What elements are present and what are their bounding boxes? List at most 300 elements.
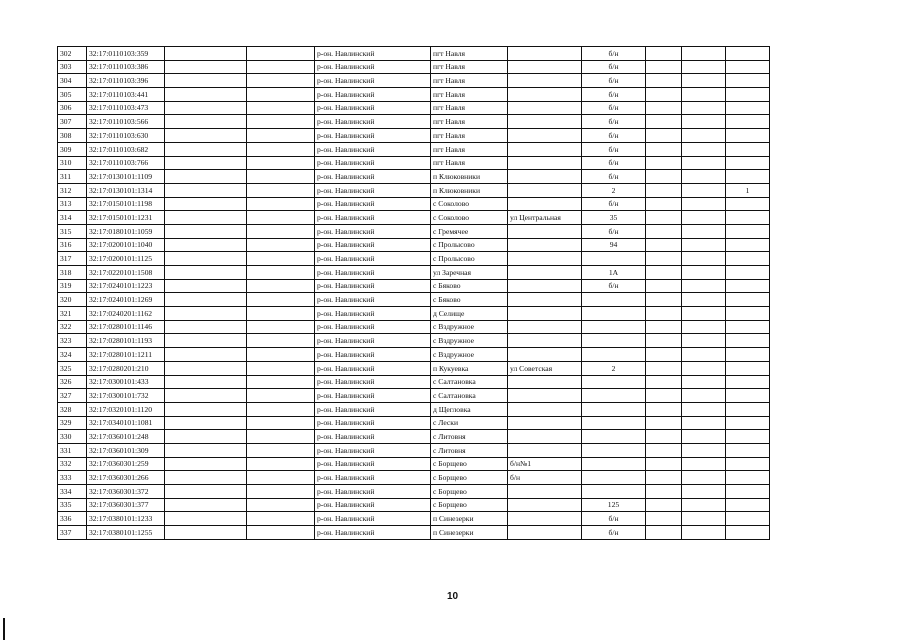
empty-cell xyxy=(247,101,315,115)
district-cell: р-он. Навлинский xyxy=(315,375,431,389)
empty-cell xyxy=(165,101,247,115)
empty-cell xyxy=(646,170,682,184)
house-number-cell: б/н xyxy=(582,60,646,74)
district-cell: р-он. Навлинский xyxy=(315,115,431,129)
house-number-cell: б/н xyxy=(582,156,646,170)
building-number-cell xyxy=(726,430,770,444)
house-number-cell: б/н xyxy=(582,197,646,211)
building-number-cell xyxy=(726,156,770,170)
empty-cell xyxy=(165,457,247,471)
row-number-cell: 326 xyxy=(58,375,87,389)
empty-cell xyxy=(646,457,682,471)
table-row xyxy=(58,498,770,512)
empty-cell xyxy=(682,156,726,170)
settlement-cell: с Литовня xyxy=(431,430,508,444)
house-number-cell xyxy=(582,471,646,485)
street-cell xyxy=(508,498,582,512)
row-number-cell: 315 xyxy=(58,224,87,238)
house-number-cell xyxy=(582,307,646,321)
empty-cell xyxy=(247,197,315,211)
district-cell: р-он. Навлинский xyxy=(315,498,431,512)
district-cell: р-он. Навлинский xyxy=(315,47,431,61)
empty-cell xyxy=(165,307,247,321)
settlement-cell: с Бяково xyxy=(431,293,508,307)
row-number-cell: 334 xyxy=(58,485,87,499)
row-number-cell: 327 xyxy=(58,389,87,403)
empty-cell xyxy=(247,88,315,102)
empty-cell xyxy=(247,307,315,321)
empty-cell xyxy=(646,485,682,499)
street-cell xyxy=(508,183,582,197)
settlement-cell: с Бяково xyxy=(431,279,508,293)
table-row xyxy=(58,47,770,61)
empty-cell xyxy=(247,266,315,280)
empty-cell xyxy=(165,498,247,512)
building-number-cell xyxy=(726,238,770,252)
empty-cell xyxy=(646,266,682,280)
empty-cell xyxy=(165,115,247,129)
table-row xyxy=(58,170,770,184)
cadastral-number-cell: 32:17:0380101:1255 xyxy=(87,526,165,540)
empty-cell xyxy=(165,238,247,252)
empty-cell xyxy=(646,526,682,540)
district-cell: р-он. Навлинский xyxy=(315,101,431,115)
district-cell: р-он. Навлинский xyxy=(315,197,431,211)
empty-cell xyxy=(247,334,315,348)
row-number-cell: 311 xyxy=(58,170,87,184)
row-number-cell: 329 xyxy=(58,416,87,430)
empty-cell xyxy=(247,211,315,225)
empty-cell xyxy=(682,129,726,143)
building-number-cell xyxy=(726,375,770,389)
street-cell xyxy=(508,129,582,143)
empty-cell xyxy=(646,361,682,375)
district-cell: р-он. Навлинский xyxy=(315,402,431,416)
cadastral-number-cell: 32:17:0110103:473 xyxy=(87,101,165,115)
street-cell xyxy=(508,334,582,348)
house-number-cell xyxy=(582,389,646,403)
settlement-cell: пгт Навля xyxy=(431,47,508,61)
district-cell: р-он. Навлинский xyxy=(315,471,431,485)
street-cell xyxy=(508,224,582,238)
empty-cell xyxy=(646,142,682,156)
cadastral-number-cell: 32:17:0300101:732 xyxy=(87,389,165,403)
empty-cell xyxy=(646,471,682,485)
empty-cell xyxy=(682,375,726,389)
settlement-cell: д Селище xyxy=(431,307,508,321)
empty-cell xyxy=(247,156,315,170)
house-number-cell: б/н xyxy=(582,129,646,143)
district-cell: р-он. Навлинский xyxy=(315,238,431,252)
district-cell: р-он. Навлинский xyxy=(315,183,431,197)
row-number-cell: 322 xyxy=(58,320,87,334)
district-cell: р-он. Навлинский xyxy=(315,485,431,499)
empty-cell xyxy=(682,348,726,362)
empty-cell xyxy=(165,129,247,143)
street-cell xyxy=(508,526,582,540)
row-number-cell: 320 xyxy=(58,293,87,307)
building-number-cell xyxy=(726,293,770,307)
empty-cell xyxy=(247,348,315,362)
row-number-cell: 321 xyxy=(58,307,87,321)
empty-cell xyxy=(247,74,315,88)
street-cell xyxy=(508,266,582,280)
row-number-cell: 306 xyxy=(58,101,87,115)
house-number-cell: 35 xyxy=(582,211,646,225)
street-cell xyxy=(508,197,582,211)
settlement-cell: с Соколово xyxy=(431,211,508,225)
district-cell: р-он. Навлинский xyxy=(315,129,431,143)
empty-cell xyxy=(247,170,315,184)
empty-cell xyxy=(165,211,247,225)
row-number-cell: 309 xyxy=(58,142,87,156)
house-number-cell xyxy=(582,457,646,471)
row-number-cell: 331 xyxy=(58,443,87,457)
settlement-cell: с Салтановка xyxy=(431,389,508,403)
empty-cell xyxy=(646,307,682,321)
street-cell xyxy=(508,47,582,61)
empty-cell xyxy=(682,526,726,540)
cadastral-number-cell: 32:17:0280101:1193 xyxy=(87,334,165,348)
cadastral-number-cell: 32:17:0280101:1211 xyxy=(87,348,165,362)
settlement-cell: с Вздружное xyxy=(431,348,508,362)
empty-cell xyxy=(247,183,315,197)
empty-cell xyxy=(646,60,682,74)
district-cell: р-он. Навлинский xyxy=(315,252,431,266)
table-row xyxy=(58,224,770,238)
empty-cell xyxy=(646,156,682,170)
empty-cell xyxy=(646,416,682,430)
row-number-cell: 313 xyxy=(58,197,87,211)
street-cell xyxy=(508,170,582,184)
house-number-cell xyxy=(582,375,646,389)
street-cell xyxy=(508,389,582,403)
district-cell: р-он. Навлинский xyxy=(315,512,431,526)
house-number-cell xyxy=(582,443,646,457)
district-cell: р-он. Навлинский xyxy=(315,334,431,348)
row-number-cell: 308 xyxy=(58,129,87,143)
empty-cell xyxy=(682,88,726,102)
house-number-cell: б/н xyxy=(582,88,646,102)
settlement-cell: с Вздружное xyxy=(431,320,508,334)
empty-cell xyxy=(165,142,247,156)
settlement-cell: пгт Навля xyxy=(431,156,508,170)
cadastral-number-cell: 32:17:0280101:1146 xyxy=(87,320,165,334)
cadastral-number-cell: 32:17:0110103:630 xyxy=(87,129,165,143)
table-row xyxy=(58,279,770,293)
building-number-cell xyxy=(726,443,770,457)
street-cell xyxy=(508,293,582,307)
settlement-cell: п Синезерки xyxy=(431,526,508,540)
street-cell xyxy=(508,60,582,74)
empty-cell xyxy=(165,183,247,197)
empty-cell xyxy=(682,498,726,512)
empty-cell xyxy=(247,375,315,389)
building-number-cell xyxy=(726,402,770,416)
street-cell xyxy=(508,416,582,430)
table-row xyxy=(58,320,770,334)
house-number-cell: 125 xyxy=(582,498,646,512)
cadastral-number-cell: 32:17:0280201:210 xyxy=(87,361,165,375)
row-number-cell: 304 xyxy=(58,74,87,88)
empty-cell xyxy=(682,224,726,238)
table-row xyxy=(58,389,770,403)
cadastral-number-cell: 32:17:0360301:372 xyxy=(87,485,165,499)
cadastral-number-cell: 32:17:0130101:1109 xyxy=(87,170,165,184)
empty-cell xyxy=(646,74,682,88)
table-row xyxy=(58,293,770,307)
table-row xyxy=(58,156,770,170)
cadastral-number-cell: 32:17:0110103:359 xyxy=(87,47,165,61)
empty-cell xyxy=(247,238,315,252)
table-row xyxy=(58,430,770,444)
empty-cell xyxy=(646,211,682,225)
empty-cell xyxy=(682,74,726,88)
cadastral-number-cell: 32:17:0220101:1508 xyxy=(87,266,165,280)
empty-cell xyxy=(682,115,726,129)
row-number-cell: 332 xyxy=(58,457,87,471)
empty-cell xyxy=(646,252,682,266)
district-cell: р-он. Навлинский xyxy=(315,74,431,88)
district-cell: р-он. Навлинский xyxy=(315,430,431,444)
cadastral-number-cell: 32:17:0360101:248 xyxy=(87,430,165,444)
table-row xyxy=(58,129,770,143)
cadastral-number-cell: 32:17:0200101:1040 xyxy=(87,238,165,252)
empty-cell xyxy=(247,60,315,74)
building-number-cell xyxy=(726,334,770,348)
empty-cell xyxy=(165,389,247,403)
building-number-cell xyxy=(726,88,770,102)
empty-cell xyxy=(682,430,726,444)
building-number-cell xyxy=(726,279,770,293)
table-row xyxy=(58,74,770,88)
house-number-cell xyxy=(582,485,646,499)
street-cell xyxy=(508,443,582,457)
empty-cell xyxy=(165,60,247,74)
building-number-cell xyxy=(726,512,770,526)
cadastral-number-cell: 32:17:0360301:377 xyxy=(87,498,165,512)
table-row xyxy=(58,402,770,416)
street-cell xyxy=(508,142,582,156)
empty-cell xyxy=(247,361,315,375)
table-row xyxy=(58,307,770,321)
building-number-cell xyxy=(726,211,770,225)
empty-cell xyxy=(165,224,247,238)
empty-cell xyxy=(682,101,726,115)
page-number: 10 xyxy=(446,591,459,602)
building-number-cell xyxy=(726,348,770,362)
table-row xyxy=(58,416,770,430)
street-cell: ул Центральная xyxy=(508,211,582,225)
cadastral-number-cell: 32:17:0110103:396 xyxy=(87,74,165,88)
empty-cell xyxy=(247,279,315,293)
empty-cell xyxy=(165,334,247,348)
empty-cell xyxy=(165,402,247,416)
empty-cell xyxy=(682,512,726,526)
house-number-cell: 2 xyxy=(582,183,646,197)
cadastral-number-cell: 32:17:0360301:259 xyxy=(87,457,165,471)
district-cell: р-он. Навлинский xyxy=(315,293,431,307)
building-number-cell xyxy=(726,389,770,403)
building-number-cell xyxy=(726,170,770,184)
district-cell: р-он. Навлинский xyxy=(315,389,431,403)
street-cell xyxy=(508,307,582,321)
empty-cell xyxy=(646,197,682,211)
district-cell: р-он. Навлинский xyxy=(315,457,431,471)
settlement-cell: п Синезерки xyxy=(431,512,508,526)
table-row xyxy=(58,197,770,211)
empty-cell xyxy=(247,526,315,540)
empty-cell xyxy=(682,60,726,74)
district-cell: р-он. Навлинский xyxy=(315,526,431,540)
table-row xyxy=(58,142,770,156)
table-row xyxy=(58,211,770,225)
settlement-cell: с Соколово xyxy=(431,197,508,211)
empty-cell xyxy=(165,74,247,88)
empty-cell xyxy=(682,389,726,403)
cadastral-number-cell: 32:17:0200101:1125 xyxy=(87,252,165,266)
street-cell xyxy=(508,88,582,102)
cadastral-number-cell: 32:17:0180101:1059 xyxy=(87,224,165,238)
empty-cell xyxy=(682,471,726,485)
row-number-cell: 303 xyxy=(58,60,87,74)
settlement-cell: пгт Навля xyxy=(431,115,508,129)
row-number-cell: 310 xyxy=(58,156,87,170)
register-table xyxy=(57,46,770,540)
empty-cell xyxy=(646,88,682,102)
row-number-cell: 337 xyxy=(58,526,87,540)
empty-cell xyxy=(682,142,726,156)
street-cell: ул Советская xyxy=(508,361,582,375)
empty-cell xyxy=(646,348,682,362)
street-cell xyxy=(508,320,582,334)
street-cell xyxy=(508,252,582,266)
empty-cell xyxy=(165,170,247,184)
settlement-cell: с Пролысово xyxy=(431,252,508,266)
empty-cell xyxy=(646,402,682,416)
district-cell: р-он. Навлинский xyxy=(315,320,431,334)
cadastral-number-cell: 32:17:0240201:1162 xyxy=(87,307,165,321)
empty-cell xyxy=(682,47,726,61)
house-number-cell xyxy=(582,402,646,416)
empty-cell xyxy=(165,512,247,526)
table-row xyxy=(58,443,770,457)
settlement-cell: с Борщево xyxy=(431,457,508,471)
settlement-cell: с Лески xyxy=(431,416,508,430)
building-number-cell xyxy=(726,471,770,485)
row-number-cell: 319 xyxy=(58,279,87,293)
district-cell: р-он. Навлинский xyxy=(315,211,431,225)
district-cell: р-он. Навлинский xyxy=(315,348,431,362)
table-row xyxy=(58,334,770,348)
table-row xyxy=(58,238,770,252)
empty-cell xyxy=(165,361,247,375)
empty-cell xyxy=(682,266,726,280)
district-cell: р-он. Навлинский xyxy=(315,88,431,102)
cadastral-number-cell: 32:17:0150101:1231 xyxy=(87,211,165,225)
empty-cell xyxy=(165,266,247,280)
settlement-cell: ул Заречная xyxy=(431,266,508,280)
row-number-cell: 333 xyxy=(58,471,87,485)
house-number-cell: 2 xyxy=(582,361,646,375)
house-number-cell: б/н xyxy=(582,142,646,156)
settlement-cell: пгт Навля xyxy=(431,60,508,74)
empty-cell xyxy=(247,224,315,238)
empty-cell xyxy=(682,170,726,184)
building-number-cell xyxy=(726,266,770,280)
building-number-cell xyxy=(726,224,770,238)
row-number-cell: 328 xyxy=(58,402,87,416)
street-cell xyxy=(508,430,582,444)
building-number-cell xyxy=(726,197,770,211)
settlement-cell: пгт Навля xyxy=(431,88,508,102)
row-number-cell: 336 xyxy=(58,512,87,526)
register-table-body xyxy=(58,47,770,540)
street-cell xyxy=(508,348,582,362)
empty-cell xyxy=(646,238,682,252)
settlement-cell: с Борщево xyxy=(431,471,508,485)
settlement-cell: д Щегловка xyxy=(431,402,508,416)
empty-cell xyxy=(646,224,682,238)
empty-cell xyxy=(165,416,247,430)
empty-cell xyxy=(682,307,726,321)
table-row xyxy=(58,115,770,129)
building-number-cell xyxy=(726,60,770,74)
empty-cell xyxy=(247,129,315,143)
district-cell: р-он. Навлинский xyxy=(315,170,431,184)
table-row xyxy=(58,60,770,74)
table-row xyxy=(58,512,770,526)
table-row xyxy=(58,471,770,485)
district-cell: р-он. Навлинский xyxy=(315,279,431,293)
house-number-cell: 1А xyxy=(582,266,646,280)
street-cell xyxy=(508,238,582,252)
district-cell: р-он. Навлинский xyxy=(315,60,431,74)
street-cell xyxy=(508,512,582,526)
empty-cell xyxy=(646,430,682,444)
building-number-cell xyxy=(726,498,770,512)
empty-cell xyxy=(682,457,726,471)
building-number-cell xyxy=(726,101,770,115)
building-number-cell xyxy=(726,457,770,471)
cadastral-number-cell: 32:17:0300101:433 xyxy=(87,375,165,389)
empty-cell xyxy=(682,485,726,499)
empty-cell xyxy=(247,293,315,307)
settlement-cell: с Борщево xyxy=(431,485,508,499)
row-number-cell: 330 xyxy=(58,430,87,444)
cadastral-number-cell: 32:17:0360301:266 xyxy=(87,471,165,485)
table-row xyxy=(58,252,770,266)
empty-cell xyxy=(682,402,726,416)
cadastral-number-cell: 32:17:0380101:1233 xyxy=(87,512,165,526)
empty-cell xyxy=(646,47,682,61)
scan-edge-mark xyxy=(3,618,5,640)
district-cell: р-он. Навлинский xyxy=(315,307,431,321)
cadastral-number-cell: 32:17:0110103:766 xyxy=(87,156,165,170)
empty-cell xyxy=(165,293,247,307)
empty-cell xyxy=(682,320,726,334)
empty-cell xyxy=(247,47,315,61)
table-row xyxy=(58,485,770,499)
building-number-cell xyxy=(726,47,770,61)
settlement-cell: с Гремячее xyxy=(431,224,508,238)
building-number-cell xyxy=(726,416,770,430)
settlement-cell: п Клюковники xyxy=(431,183,508,197)
building-number-cell xyxy=(726,307,770,321)
row-number-cell: 302 xyxy=(58,47,87,61)
house-number-cell xyxy=(582,252,646,266)
settlement-cell: с Борщево xyxy=(431,498,508,512)
